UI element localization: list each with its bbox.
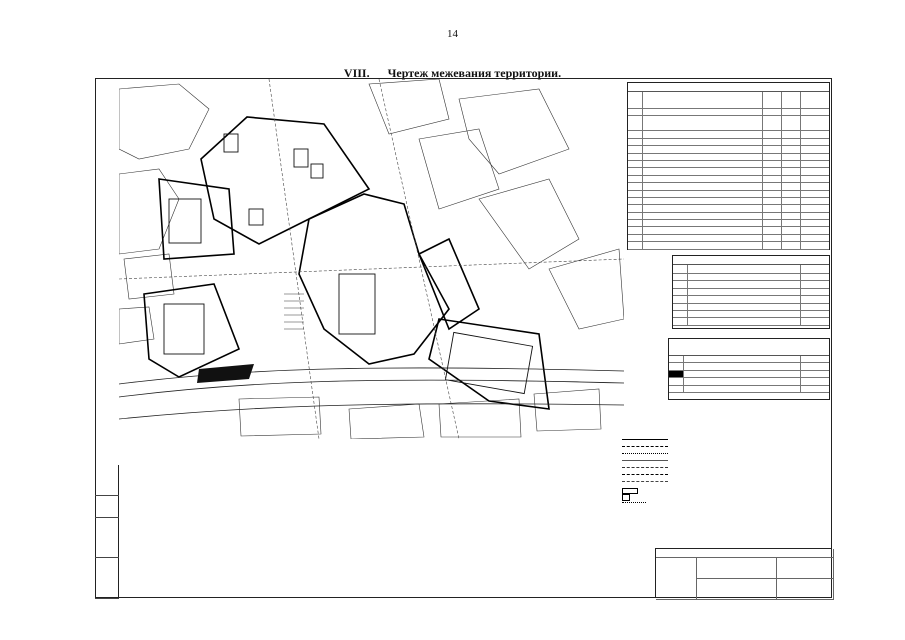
page-number: 14 — [447, 28, 458, 40]
table-row — [669, 386, 829, 393]
table-row — [628, 116, 829, 131]
table-row — [628, 176, 829, 183]
table-row — [673, 274, 829, 281]
table-row — [628, 205, 829, 212]
section-title: Чертеж межевания территории. — [387, 66, 562, 80]
section-roman-numeral: VIII. — [343, 66, 370, 80]
table-row — [628, 235, 829, 242]
table-title — [669, 339, 829, 356]
table-row — [673, 289, 829, 296]
side-strip-cell — [95, 465, 119, 496]
side-strip-cell — [95, 517, 119, 558]
cadastral-map-drawing — [119, 79, 624, 439]
drawing-legend — [622, 435, 832, 545]
table-row — [673, 304, 829, 311]
title-block-stamp — [655, 548, 832, 598]
legend-item — [622, 445, 832, 452]
table-row — [628, 183, 829, 190]
stamp-cell — [696, 578, 777, 600]
legend-item — [622, 480, 832, 487]
table-row — [628, 146, 829, 153]
table-row — [628, 191, 829, 198]
legend-item — [622, 501, 832, 508]
side-stamp-strip — [95, 465, 119, 598]
table-row — [628, 213, 829, 220]
legend-item — [622, 473, 832, 480]
table-row — [628, 242, 829, 249]
side-strip-cell — [95, 557, 119, 599]
legend-item — [622, 452, 832, 459]
table-row — [628, 198, 829, 205]
table-row — [628, 227, 829, 234]
table-row — [669, 378, 829, 385]
table-row — [628, 92, 829, 109]
stamp-cell — [776, 578, 834, 600]
table-row — [673, 311, 829, 318]
table-row — [669, 371, 829, 378]
table-row — [669, 356, 829, 363]
table-row — [628, 161, 829, 168]
parcels-table-3 — [668, 338, 830, 400]
table-row — [628, 154, 829, 161]
table-title — [673, 256, 829, 265]
table-row — [669, 363, 829, 370]
table-row — [673, 296, 829, 303]
table-title — [628, 83, 829, 92]
parcels-table-2 — [672, 255, 830, 329]
table-row — [628, 220, 829, 227]
stamp-cell — [776, 557, 834, 579]
table-row — [628, 139, 829, 146]
legend-item — [622, 466, 832, 473]
table-row — [673, 318, 829, 325]
side-strip-cell — [95, 495, 119, 518]
table-row — [628, 131, 829, 138]
table-row — [673, 281, 829, 288]
stamp-cell — [696, 557, 777, 579]
parcels-table-1 — [627, 82, 830, 250]
table-row — [628, 109, 829, 116]
legend-item — [622, 459, 832, 466]
legend-item — [622, 438, 832, 445]
legend-item — [622, 487, 832, 494]
table-row — [628, 168, 829, 175]
table-row — [673, 265, 829, 274]
legend-item — [622, 494, 832, 501]
stamp-cell — [656, 557, 697, 600]
